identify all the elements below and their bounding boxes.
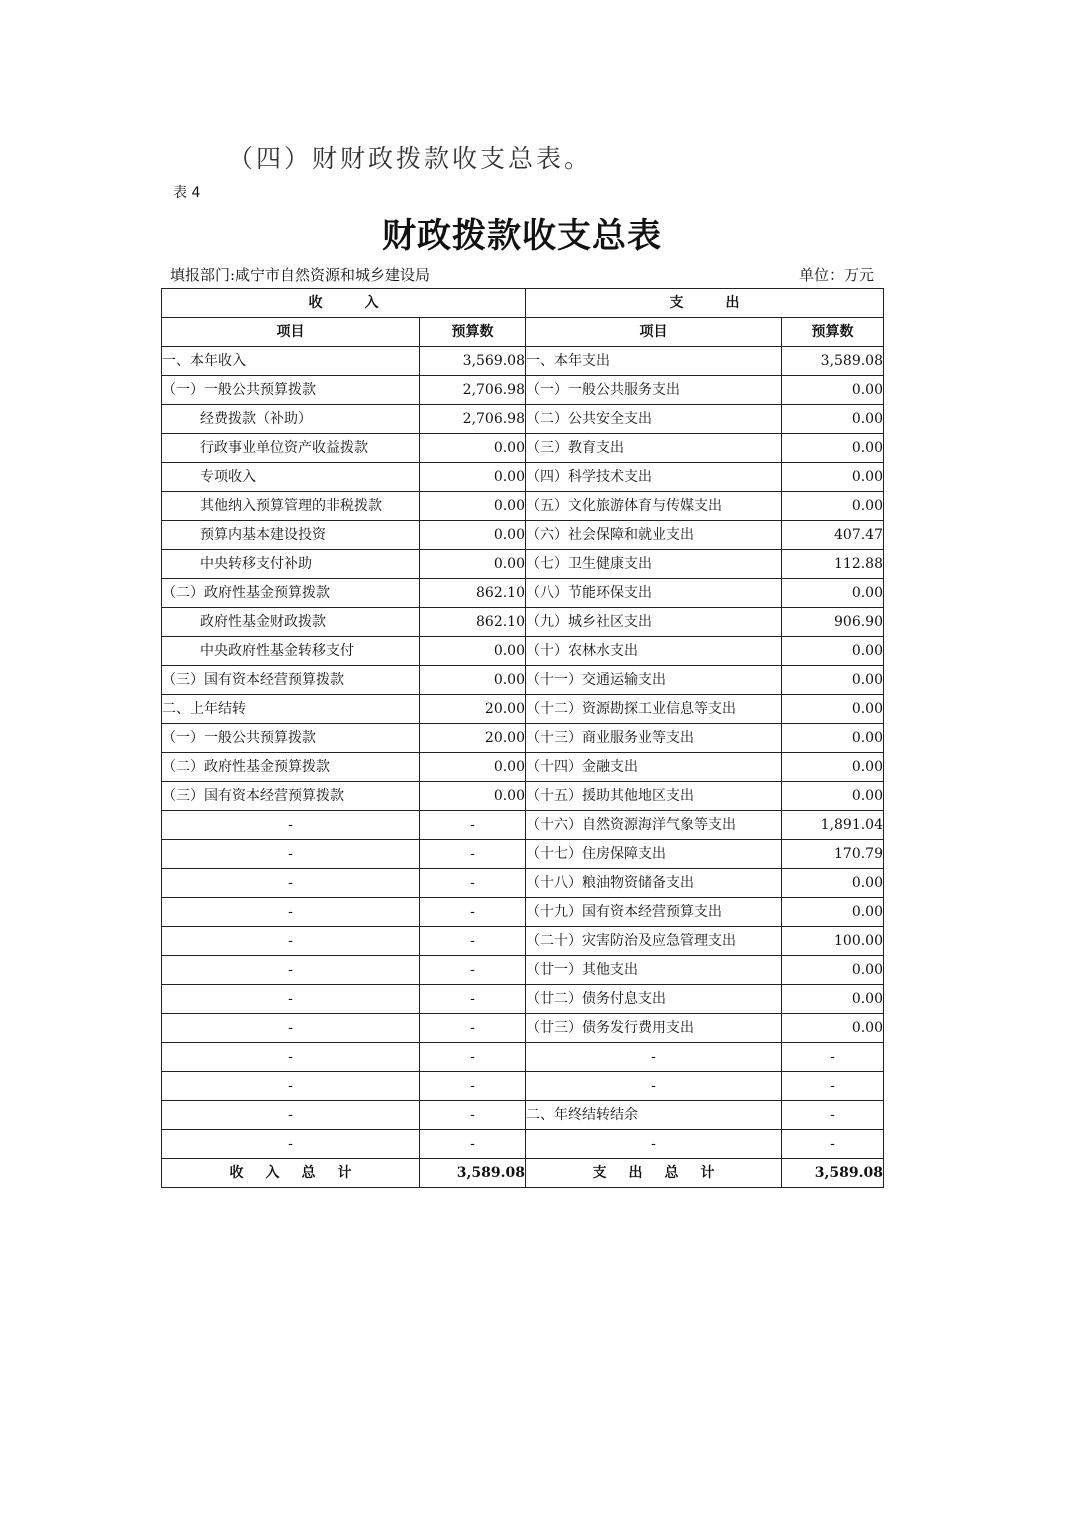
income-item-cell: - — [162, 1101, 420, 1130]
table-row — [162, 927, 884, 956]
expense-amount-cell: 0.00 — [782, 869, 884, 898]
totals-row — [162, 1159, 884, 1188]
income-amount-cell: 0.00 — [420, 753, 526, 782]
expense-amount-cell: 0.00 — [782, 782, 884, 811]
income-item-cell: 行政事业单位资产收益拨款 — [162, 434, 420, 463]
expense-amount-cell: 0.00 — [782, 956, 884, 985]
income-item-cell: - — [162, 840, 420, 869]
header-column-row — [162, 318, 884, 347]
income-amount-cell: 3,569.08 — [420, 347, 526, 376]
expense-total-label: 支出总计 — [526, 1159, 782, 1188]
income-amount-cell: - — [420, 956, 526, 985]
expense-total-value: 3,589.08 — [782, 1159, 884, 1188]
table-row — [162, 840, 884, 869]
page-title: 财政拨款收支总表 — [382, 216, 662, 256]
income-amount-cell: 862.10 — [420, 579, 526, 608]
expense-item-cell: （廿二）债务付息支出 — [526, 985, 782, 1014]
expense-amount-cell: - — [782, 1043, 884, 1072]
income-amount-cell: 20.00 — [420, 724, 526, 753]
income-amount-cell: - — [420, 1043, 526, 1072]
table-row — [162, 550, 884, 579]
table-row — [162, 753, 884, 782]
expense-amount-cell: - — [782, 1101, 884, 1130]
expense-amount-cell: 906.90 — [782, 608, 884, 637]
table-row — [162, 695, 884, 724]
section-heading: （四）财财政拨款收支总表。 — [228, 144, 593, 173]
table-body — [162, 347, 884, 1159]
income-amount-cell: 0.00 — [420, 521, 526, 550]
table-row — [162, 376, 884, 405]
expense-item-cell: （十一）交通运输支出 — [526, 666, 782, 695]
income-amount-header: 预算数 — [420, 318, 526, 347]
expense-item-cell: （十九）国有资本经营预算支出 — [526, 898, 782, 927]
expense-item-cell: 一、本年支出 — [526, 347, 782, 376]
income-item-cell: 其他纳入预算管理的非税拨款 — [162, 492, 420, 521]
table-row — [162, 956, 884, 985]
expense-item-cell: （廿一）其他支出 — [526, 956, 782, 985]
expense-item-cell: - — [526, 1043, 782, 1072]
income-item-cell: - — [162, 927, 420, 956]
income-total-label: 收入总计 — [162, 1159, 420, 1188]
income-amount-cell: - — [420, 811, 526, 840]
income-item-cell: - — [162, 1072, 420, 1101]
expense-item-cell: 二、年终结转结余 — [526, 1101, 782, 1130]
table-row — [162, 666, 884, 695]
expense-amount-cell: 170.79 — [782, 840, 884, 869]
income-amount-cell: - — [420, 927, 526, 956]
expense-item-cell: - — [526, 1072, 782, 1101]
expense-item-cell: （十五）援助其他地区支出 — [526, 782, 782, 811]
income-amount-cell: - — [420, 1101, 526, 1130]
table-row — [162, 1014, 884, 1043]
expense-item-cell: （十二）资源勘探工业信息等支出 — [526, 695, 782, 724]
expense-amount-cell: 0.00 — [782, 579, 884, 608]
expense-item-cell: （八）节能环保支出 — [526, 579, 782, 608]
income-item-cell: - — [162, 869, 420, 898]
income-amount-cell: 0.00 — [420, 434, 526, 463]
income-item-cell: - — [162, 898, 420, 927]
income-item-header: 项目 — [162, 318, 420, 347]
income-item-cell: 中央政府性基金转移支付 — [162, 637, 420, 666]
income-amount-cell: - — [420, 869, 526, 898]
table-row — [162, 1072, 884, 1101]
expense-item-cell: （七）卫生健康支出 — [526, 550, 782, 579]
expense-amount-cell: 0.00 — [782, 695, 884, 724]
expense-item-header: 项目 — [526, 318, 782, 347]
expense-amount-cell: 3,589.08 — [782, 347, 884, 376]
income-item-cell: - — [162, 1014, 420, 1043]
header-group-row — [162, 289, 884, 318]
income-group-header: 收入 — [162, 289, 526, 318]
income-item-cell: - — [162, 985, 420, 1014]
income-amount-cell: - — [420, 840, 526, 869]
expense-item-cell: （六）社会保障和就业支出 — [526, 521, 782, 550]
expense-amount-cell: 0.00 — [782, 492, 884, 521]
expense-amount-cell: 0.00 — [782, 376, 884, 405]
expense-amount-cell: - — [782, 1130, 884, 1159]
table-row — [162, 811, 884, 840]
income-item-cell: （二）政府性基金预算拨款 — [162, 753, 420, 782]
expense-amount-header: 预算数 — [782, 318, 884, 347]
expense-group-header: 支出 — [526, 289, 884, 318]
expense-amount-cell: 0.00 — [782, 405, 884, 434]
expense-item-cell: - — [526, 1130, 782, 1159]
income-item-cell: 预算内基本建设投资 — [162, 521, 420, 550]
income-item-cell: - — [162, 811, 420, 840]
expense-item-cell: （五）文化旅游体育与传媒支出 — [526, 492, 782, 521]
expense-item-cell: （十三）商业服务业等支出 — [526, 724, 782, 753]
income-amount-cell: 0.00 — [420, 637, 526, 666]
table-row — [162, 608, 884, 637]
expense-item-cell: （十四）金融支出 — [526, 753, 782, 782]
income-amount-cell: 0.00 — [420, 550, 526, 579]
expense-item-cell: （二）公共安全支出 — [526, 405, 782, 434]
expense-amount-cell: 0.00 — [782, 666, 884, 695]
expense-amount-cell: 407.47 — [782, 521, 884, 550]
income-item-cell: - — [162, 956, 420, 985]
table-row — [162, 637, 884, 666]
expense-item-cell: （九）城乡社区支出 — [526, 608, 782, 637]
income-amount-cell: - — [420, 898, 526, 927]
income-amount-cell: 2,706.98 — [420, 376, 526, 405]
income-amount-cell: 20.00 — [420, 695, 526, 724]
expense-item-cell: （四）科学技术支出 — [526, 463, 782, 492]
income-amount-cell: 0.00 — [420, 463, 526, 492]
table-row — [162, 1130, 884, 1159]
expense-amount-cell: 0.00 — [782, 434, 884, 463]
table-row — [162, 492, 884, 521]
expense-amount-cell: 112.88 — [782, 550, 884, 579]
table-row — [162, 1043, 884, 1072]
income-amount-cell: 862.10 — [420, 608, 526, 637]
expense-amount-cell: 0.00 — [782, 637, 884, 666]
expense-amount-cell: 100.00 — [782, 927, 884, 956]
expense-amount-cell: 0.00 — [782, 753, 884, 782]
income-amount-cell: - — [420, 985, 526, 1014]
expense-item-cell: （廿三）债务发行费用支出 — [526, 1014, 782, 1043]
income-total-value: 3,589.08 — [420, 1159, 526, 1188]
income-item-cell: 专项收入 — [162, 463, 420, 492]
table-row — [162, 985, 884, 1014]
table-row — [162, 898, 884, 927]
income-item-cell: 二、上年结转 — [162, 695, 420, 724]
table-row — [162, 869, 884, 898]
income-item-cell: （三）国有资本经营预算拨款 — [162, 666, 420, 695]
income-amount-cell: 0.00 — [420, 492, 526, 521]
expense-item-cell: （十八）粮油物资储备支出 — [526, 869, 782, 898]
income-amount-cell: 2,706.98 — [420, 405, 526, 434]
table-row — [162, 1101, 884, 1130]
expense-item-cell: （十）农林水支出 — [526, 637, 782, 666]
table-row — [162, 521, 884, 550]
expense-amount-cell: 0.00 — [782, 898, 884, 927]
table-row — [162, 579, 884, 608]
expense-amount-cell: 1,891.04 — [782, 811, 884, 840]
table-row — [162, 724, 884, 753]
income-amount-cell: - — [420, 1072, 526, 1101]
expense-item-cell: （一）一般公共服务支出 — [526, 376, 782, 405]
income-item-cell: （一）一般公共预算拨款 — [162, 724, 420, 753]
income-amount-cell: 0.00 — [420, 782, 526, 811]
income-item-cell: 政府性基金财政拨款 — [162, 608, 420, 637]
table-row — [162, 405, 884, 434]
table-row — [162, 463, 884, 492]
expense-item-cell: （二十）灾害防治及应急管理支出 — [526, 927, 782, 956]
income-amount-cell: 0.00 — [420, 666, 526, 695]
expense-item-cell: （十七）住房保障支出 — [526, 840, 782, 869]
expense-item-cell: （十六）自然资源海洋气象等支出 — [526, 811, 782, 840]
income-amount-cell: - — [420, 1130, 526, 1159]
expense-amount-cell: 0.00 — [782, 1014, 884, 1043]
table-label: 表 4 — [173, 185, 201, 201]
unit-label: 单位：万元 — [798, 266, 874, 284]
table-row — [162, 347, 884, 376]
expense-item-cell: （三）教育支出 — [526, 434, 782, 463]
income-item-cell: 中央转移支付补助 — [162, 550, 420, 579]
income-item-cell: - — [162, 1043, 420, 1072]
income-item-cell: - — [162, 1130, 420, 1159]
expense-amount-cell: 0.00 — [782, 985, 884, 1014]
expense-amount-cell: - — [782, 1072, 884, 1101]
income-item-cell: （三）国有资本经营预算拨款 — [162, 782, 420, 811]
expense-amount-cell: 0.00 — [782, 724, 884, 753]
income-item-cell: （二）政府性基金预算拨款 — [162, 579, 420, 608]
reporting-department: 填报部门:咸宁市自然资源和城乡建设局 — [170, 266, 431, 284]
income-item-cell: 一、本年收入 — [162, 347, 420, 376]
budget-table — [161, 288, 884, 1188]
expense-amount-cell: 0.00 — [782, 463, 884, 492]
table-row — [162, 434, 884, 463]
income-item-cell: （一）一般公共预算拨款 — [162, 376, 420, 405]
income-item-cell: 经费拨款（补助） — [162, 405, 420, 434]
table-row — [162, 782, 884, 811]
income-amount-cell: - — [420, 1014, 526, 1043]
